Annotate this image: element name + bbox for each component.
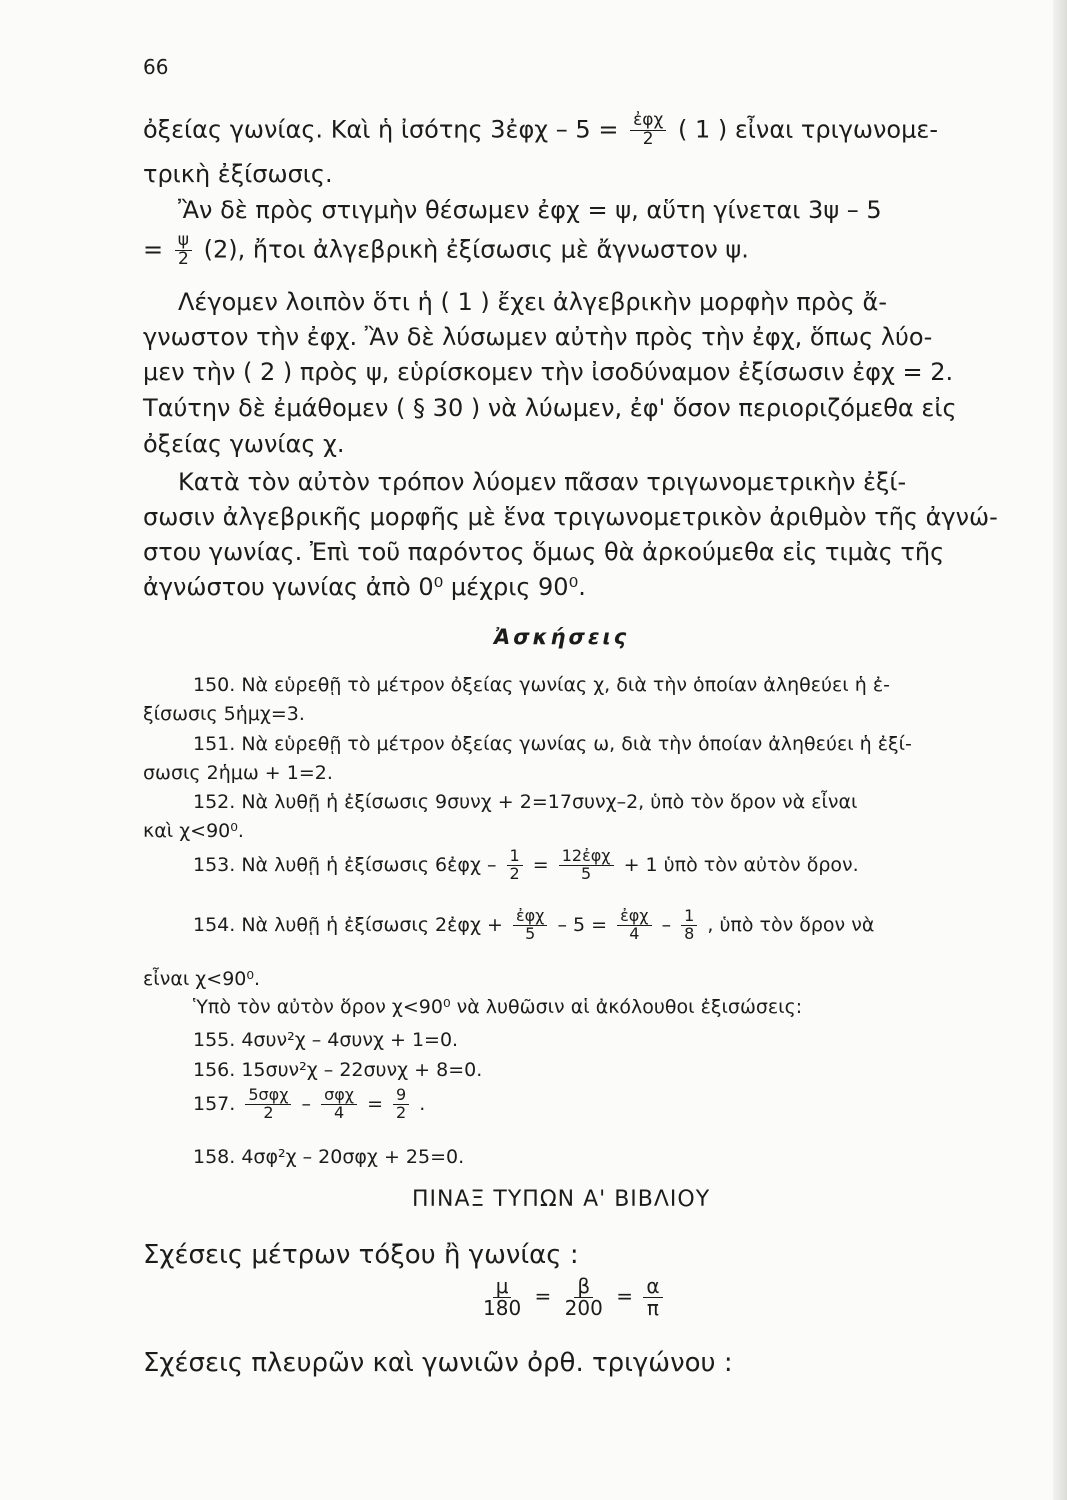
paragraph1-line2: τρικὴ ἐξίσωσις.: [143, 160, 333, 188]
exercise-151-line1: 151. Νὰ εὑρεθῇ τὸ μέτρον ὀξείας γωνίας ω, διὰ τὴν ὁποίαν ἀληθεύει ἡ ἐξί-: [193, 733, 912, 755]
paragraph4-line: Κατὰ τὸν αὐτὸν τρόπον λύομεν πᾶσαν τριγωνομετρικὴν ἐξί-: [178, 468, 907, 496]
fraction: [643, 1276, 662, 1319]
numerator: β: [574, 1276, 593, 1298]
exercise-155: 155. 4συν²χ – 4συνχ + 1=0.: [193, 1029, 459, 1051]
numerator: 5σφχ: [245, 1087, 291, 1105]
denominator: 5: [581, 863, 592, 883]
fraction: [559, 848, 614, 883]
fraction: [480, 1276, 524, 1319]
text: =: [532, 853, 549, 876]
exercise-154: [193, 908, 874, 943]
text: =: [143, 235, 164, 264]
numerator: 9: [393, 1087, 409, 1105]
exercise-152-line2: καὶ χ<90⁰.: [143, 820, 244, 842]
page-number: 66: [143, 55, 169, 79]
text: –: [301, 1092, 312, 1115]
denominator: 2: [177, 248, 189, 269]
fraction: [562, 1276, 606, 1319]
denominator: 2: [642, 128, 654, 149]
paragraph3-line: ὀξείας γωνίας χ.: [143, 430, 345, 458]
text: 157.: [193, 1092, 236, 1115]
exercise-157: [193, 1087, 425, 1122]
relations-right-triangle-label: Σχέσεις πλευρῶν καὶ γωνιῶν ὀρθ. τριγώνου :: [143, 1348, 733, 1378]
fraction: [617, 908, 651, 943]
denominator: π: [646, 1296, 659, 1320]
denominator: 180: [483, 1296, 522, 1320]
fraction: [393, 1087, 409, 1122]
text: – 5 =: [557, 913, 608, 936]
numerator: ἐφχ: [513, 908, 547, 926]
numerator: 1: [681, 908, 697, 926]
fraction: [513, 908, 547, 943]
table-title: ΠΙΝΑΞ ΤΥΠΩΝ Α' ΒΙΒΛΙΟΥ: [412, 1187, 711, 1212]
exercise-158: 158. 4σφ²χ – 20σφχ + 25=0.: [193, 1146, 465, 1168]
numerator: 1: [507, 848, 523, 866]
exercise-151-line2: σωσις 2ἡμω + 1=2.: [143, 762, 333, 784]
paragraph2-line1: Ἂν δὲ πρὸς στιγμὴν θέσωμεν ἐφχ = ψ, αὕτη γίνεται 3ψ – 5: [178, 196, 882, 224]
fraction: [175, 232, 192, 269]
paragraph3-line: γνωστον τὴν ἐφχ. Ἂν δὲ λύσωμεν αὐτὴν πρὸς τὴν ἐφχ, ὅπως λύο-: [143, 323, 933, 351]
text: ( 1 ) εἶναι τριγωνομε-: [677, 115, 939, 144]
paragraph4-line: σωσιν ἀλγεβρικῆς μορφῆς μὲ ἕνα τριγωνομετρικὸν ἀριθμὸν τῆς ἀγνώ-: [143, 503, 998, 531]
denominator: 8: [684, 923, 695, 943]
denominator: 4: [333, 1102, 345, 1122]
numerator: α: [643, 1276, 662, 1298]
fraction: [321, 1087, 357, 1122]
exercise-153: [193, 848, 859, 883]
paragraph4-line: ἀγνώστου γωνίας ἀπὸ 0⁰ μέχρις 90⁰.: [143, 573, 586, 601]
fraction: [681, 908, 697, 943]
numerator: ἐφχ: [630, 112, 666, 131]
numerator: ἐφχ: [617, 908, 651, 926]
exercise-150-line2: ξίσωσις 5ἡμχ=3.: [143, 703, 305, 725]
relations-arc-angle-label: Σχέσεις μέτρων τόξου ἢ γωνίας :: [143, 1240, 579, 1270]
denominator: 2: [263, 1102, 274, 1122]
exercises-intro: Ὑπὸ τὸν αὐτὸν ὅρον χ<90⁰ νὰ λυθῶσιν αἱ ἀκόλουθοι ἐξισώσεις:: [193, 996, 803, 1018]
paragraph1-line1: [143, 112, 938, 149]
numerator: 12ἐφχ: [559, 848, 614, 866]
denominator: 2: [509, 863, 520, 883]
text: =: [616, 1284, 633, 1308]
exercises-heading: Ἀσκήσεις: [494, 625, 630, 649]
exercise-152-line1: 152. Νὰ λυθῇ ἡ ἐξίσωσις 9συνχ + 2=17συνχ–2, ὑπὸ τὸν ὅρον νὰ εἶναι: [193, 791, 858, 813]
text: (2), ἤτοι ἀλγεβρικὴ ἐξίσωσις μὲ ἄγνωστον ψ.: [203, 235, 749, 264]
text: .: [419, 1092, 426, 1115]
denominator: 5: [525, 923, 536, 943]
text: =: [367, 1092, 383, 1115]
fraction: [507, 848, 523, 883]
paragraph3-line: Λέγομεν λοιπὸν ὅτι ἡ ( 1 ) ἔχει ἀλγεβρικὴν μορφὴν πρὸς ἄ-: [178, 288, 887, 316]
text: + 1 ὑπὸ τὸν αὐτὸν ὅρον.: [623, 853, 859, 876]
text: =: [534, 1284, 552, 1308]
relations-arc-angle-formula: [476, 1276, 667, 1319]
page-edge: [1053, 0, 1067, 1500]
denominator: 4: [629, 923, 640, 943]
fraction: [245, 1087, 291, 1122]
exercise-150-line1: 150. Νὰ εὑρεθῇ τὸ μέτρον ὀξείας γωνίας χ, διὰ τὴν ὁποίαν ἀληθεύει ἡ ἐ-: [193, 674, 890, 696]
denominator: 200: [564, 1296, 603, 1320]
paragraph3-line: Ταύτην δὲ ἐμάθομεν ( § 30 ) νὰ λύωμεν, ἐφ' ὅσον περιοριζόμεθα εἰς: [143, 394, 957, 422]
numerator: μ: [493, 1276, 512, 1298]
numerator: σφχ: [321, 1087, 357, 1105]
text: 153. Νὰ λυθῇ ἡ ἐξίσωσις 6ἐφχ –: [193, 853, 497, 876]
paragraph2-line2: [143, 232, 749, 269]
paragraph3-line: μεν τὴν ( 2 ) πρὸς ψ, εὑρίσκομεν τὴν ἰσοδύναμον ἐξίσωσιν ἐφχ = 2.: [143, 358, 954, 386]
numerator: ψ: [175, 232, 192, 251]
text: 154. Νὰ λυθῇ ἡ ἐξίσωσις 2ἐφχ +: [193, 913, 503, 936]
denominator: 2: [396, 1102, 407, 1122]
paragraph4-line: στου γωνίας. Ἐπὶ τοῦ παρόντος ὅμως θὰ ἀρκούμεθα εἰς τιμὰς τῆς: [143, 538, 945, 566]
text: –: [661, 913, 672, 936]
text: ὀξείας γωνίας. Καὶ ἡ ἰσότης 3ἐφχ – 5 =: [143, 115, 619, 144]
exercise-154-line2: εἶναι χ<90⁰.: [143, 968, 261, 990]
text: , ὑπὸ τὸν ὅρον νὰ: [707, 913, 875, 936]
fraction: [630, 112, 666, 149]
exercise-156: 156. 15συν²χ – 22συνχ + 8=0.: [193, 1059, 483, 1081]
